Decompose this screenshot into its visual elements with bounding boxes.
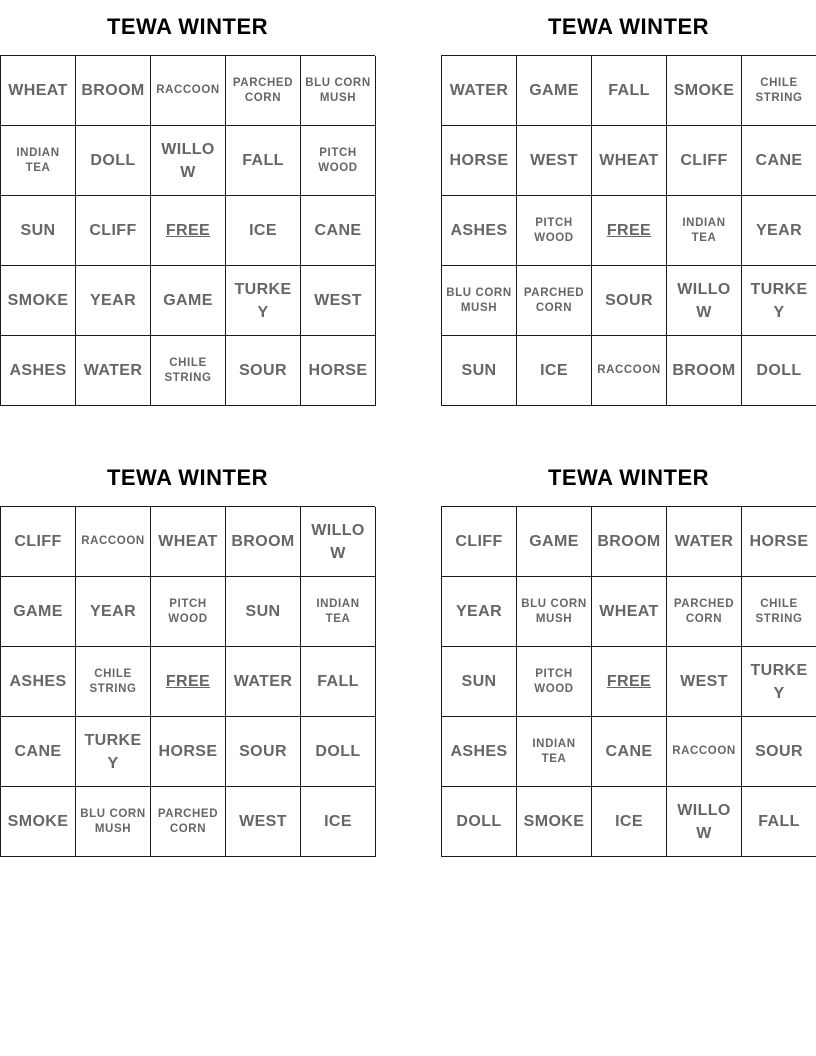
bingo-cell: CLIFF [667,126,742,196]
bingo-cell: PITCH WOOD [301,126,376,196]
card-title: TEWA WINTER [547,14,710,39]
bingo-cell: BROOM [226,507,301,577]
bingo-cell: CLIFF [1,507,76,577]
bingo-cell: SOUR [592,266,667,336]
bingo-cell: WILLOW [151,126,226,196]
bingo-cell: YEAR [442,577,517,647]
bingo-cell: CANE [1,717,76,787]
bingo-card-2 [441,0,816,406]
bingo-cell: PARCHED CORN [151,787,226,857]
bingo-cell: BLU CORN MUSH [442,266,517,336]
free-space-cell: FREE [151,647,226,717]
bingo-cell: BLU CORN MUSH [517,577,592,647]
bingo-cell: TURKEY [76,717,151,787]
card-title: TEWA WINTER [547,465,710,490]
bingo-cell: WEST [667,647,742,717]
bingo-cell: WATER [226,647,301,717]
bingo-cell: SUN [226,577,301,647]
bingo-cell: ASHES [442,196,517,266]
bingo-cell: CANE [592,717,667,787]
bingo-cell: RACCOON [76,507,151,577]
bingo-cell: SUN [442,336,517,406]
bingo-cell: RACCOON [151,56,226,126]
bingo-cell: INDIAN TEA [667,196,742,266]
bingo-cell: DOLL [301,717,376,787]
bingo-cell: CLIFF [442,507,517,577]
bingo-cell: SUN [1,196,76,266]
bingo-cell: SOUR [226,336,301,406]
bingo-cell: PITCH WOOD [517,647,592,717]
bingo-grid [441,506,816,857]
bingo-cell: SOUR [742,717,816,787]
bingo-cell: WATER [667,507,742,577]
bingo-cell: PITCH WOOD [517,196,592,266]
bingo-cell: SMOKE [667,56,742,126]
bingo-cell: WATER [76,336,151,406]
bingo-cell: DOLL [76,126,151,196]
bingo-cell: TURKEY [742,266,816,336]
bingo-cell: FALL [301,647,376,717]
bingo-cell: WILLOW [301,507,376,577]
bingo-card-1 [0,0,375,406]
bingo-grid [0,55,375,406]
bingo-cell: FALL [742,787,816,857]
bingo-cell: TURKEY [226,266,301,336]
bingo-cell: WEST [226,787,301,857]
bingo-cell: HORSE [151,717,226,787]
bingo-grid [0,506,375,857]
bingo-cell: GAME [517,507,592,577]
bingo-cell: ICE [226,196,301,266]
bingo-cell: ICE [301,787,376,857]
bingo-cell: DOLL [442,787,517,857]
bingo-cell: RACCOON [592,336,667,406]
card-title: TEWA WINTER [106,465,269,490]
bingo-cell: TURKEY [742,647,816,717]
bingo-cell: ASHES [1,336,76,406]
bingo-cell: ASHES [442,717,517,787]
bingo-cell: CHILE STRING [742,56,816,126]
bingo-cell: SOUR [226,717,301,787]
bingo-cell: INDIAN TEA [301,577,376,647]
bingo-cell: BLU CORN MUSH [76,787,151,857]
bingo-cell: WATER [442,56,517,126]
bingo-cell: WEST [517,126,592,196]
bingo-cell: DOLL [742,336,816,406]
bingo-cell: CLIFF [76,196,151,266]
bingo-cell: ICE [592,787,667,857]
bingo-cell: YEAR [76,577,151,647]
bingo-cell: WILLOW [667,787,742,857]
bingo-cell: WHEAT [592,126,667,196]
bingo-cell: GAME [1,577,76,647]
card-title: TEWA WINTER [106,14,269,39]
bingo-cell: CHILE STRING [742,577,816,647]
bingo-cell: SMOKE [517,787,592,857]
bingo-cell: BROOM [667,336,742,406]
bingo-cell: BROOM [592,507,667,577]
bingo-cell: ICE [517,336,592,406]
bingo-cell: SUN [442,647,517,717]
bingo-cell: CANE [301,196,376,266]
bingo-cell: WEST [301,266,376,336]
bingo-cell: HORSE [442,126,517,196]
bingo-cell: HORSE [742,507,816,577]
bingo-cell: FALL [592,56,667,126]
bingo-cell: GAME [517,56,592,126]
bingo-cell: FALL [226,126,301,196]
bingo-cell: WHEAT [1,56,76,126]
bingo-cell: CANE [742,126,816,196]
bingo-cell: PARCHED CORN [517,266,592,336]
free-space-cell: FREE [592,196,667,266]
bingo-cell: RACCOON [667,717,742,787]
bingo-cell: WHEAT [151,507,226,577]
bingo-cell: PITCH WOOD [151,577,226,647]
free-space-cell: FREE [151,196,226,266]
bingo-cell: YEAR [742,196,816,266]
bingo-cell: GAME [151,266,226,336]
bingo-card-3 [0,451,375,857]
bingo-cell: SMOKE [1,266,76,336]
bingo-cell: CHILE STRING [76,647,151,717]
free-space-cell: FREE [592,647,667,717]
bingo-cell: YEAR [76,266,151,336]
bingo-cell: PARCHED CORN [667,577,742,647]
bingo-cell: ASHES [1,647,76,717]
bingo-cell: BROOM [76,56,151,126]
bingo-cell: PARCHED CORN [226,56,301,126]
bingo-cell: HORSE [301,336,376,406]
bingo-card-4 [441,451,816,857]
bingo-cell: WHEAT [592,577,667,647]
bingo-cell: INDIAN TEA [517,717,592,787]
bingo-cell: CHILE STRING [151,336,226,406]
bingo-grid [441,55,816,406]
bingo-cell: BLU CORN MUSH [301,56,376,126]
bingo-cell: SMOKE [1,787,76,857]
bingo-cell: INDIAN TEA [1,126,76,196]
bingo-cell: WILLOW [667,266,742,336]
